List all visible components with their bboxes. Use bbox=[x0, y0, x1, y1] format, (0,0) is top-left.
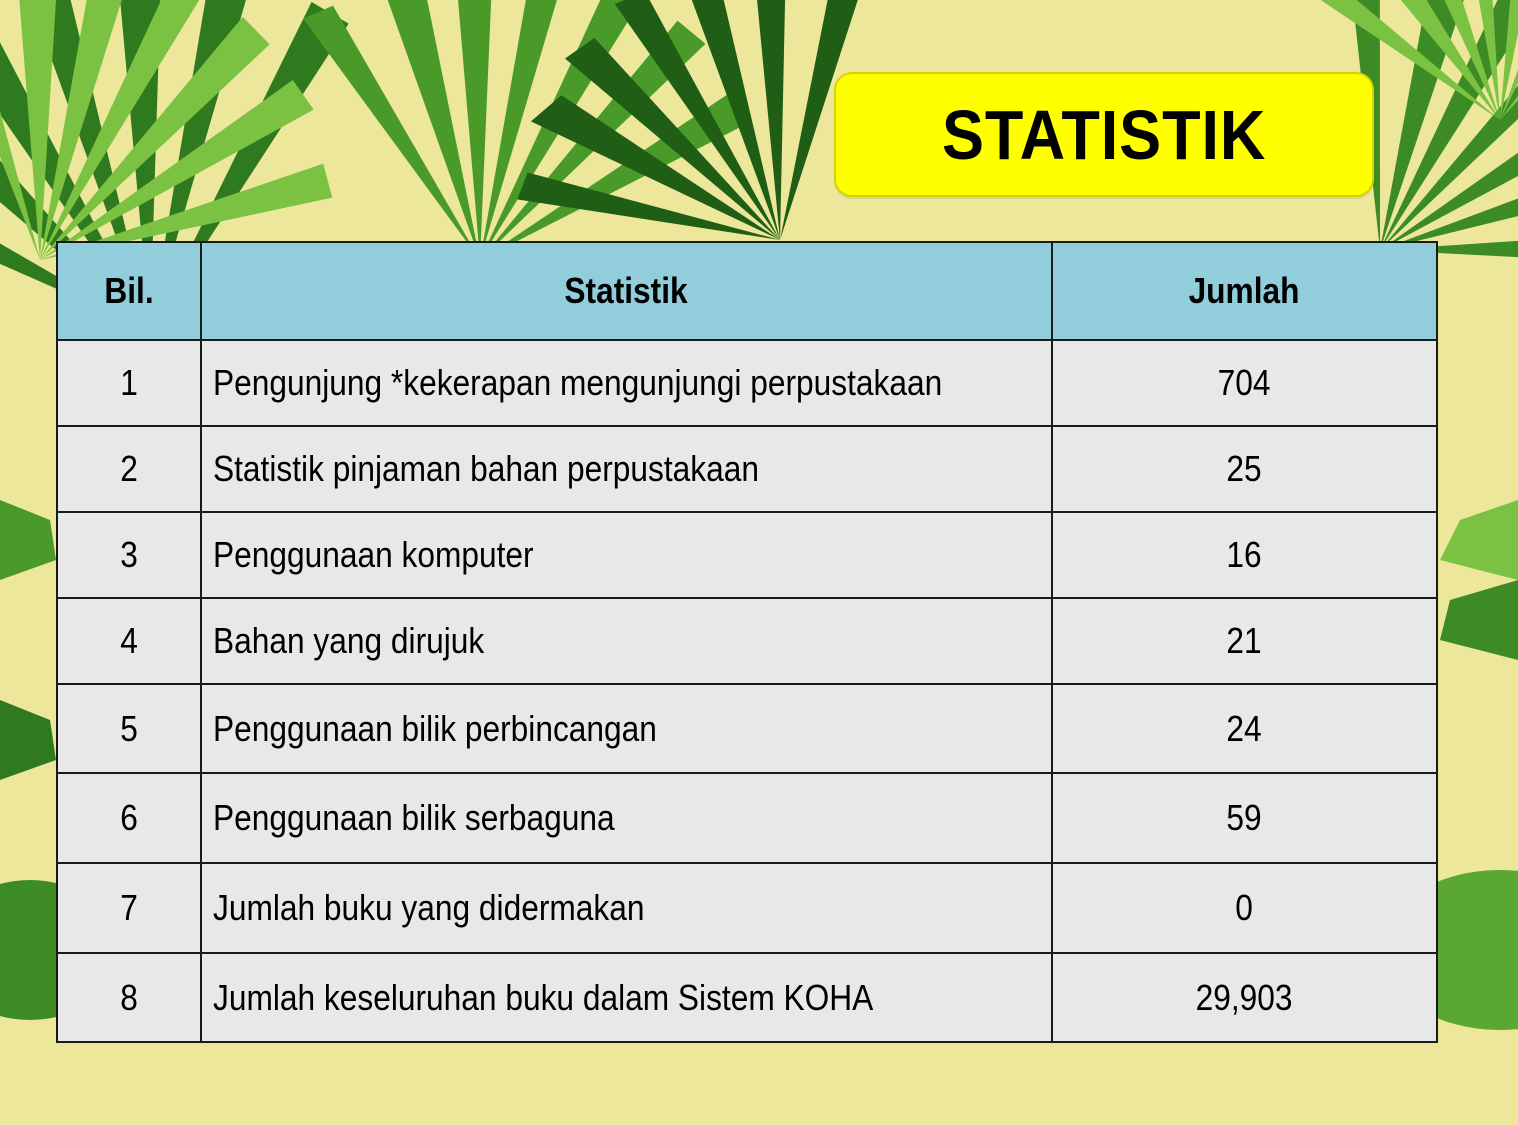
row-statistic: Penggunaan bilik serbaguna bbox=[201, 773, 1052, 863]
row-statistic: Bahan yang dirujuk bbox=[201, 598, 1052, 684]
row-number: 2 bbox=[57, 426, 201, 512]
row-number: 5 bbox=[57, 684, 201, 773]
row-amount: 704 bbox=[1052, 340, 1437, 426]
row-amount: 0 bbox=[1052, 863, 1437, 953]
table-row bbox=[57, 512, 1437, 598]
row-number: 7 bbox=[57, 863, 201, 953]
page-title: STATISTIK bbox=[941, 95, 1267, 174]
table-row bbox=[57, 684, 1437, 773]
row-number: 1 bbox=[57, 340, 201, 426]
row-amount: 16 bbox=[1052, 512, 1437, 598]
row-amount: 24 bbox=[1052, 684, 1437, 773]
row-statistic: Penggunaan komputer bbox=[201, 512, 1052, 598]
row-number: 6 bbox=[57, 773, 201, 863]
row-amount: 29,903 bbox=[1052, 953, 1437, 1042]
row-statistic: Statistik pinjaman bahan perpustakaan bbox=[201, 426, 1052, 512]
title-banner bbox=[834, 72, 1374, 197]
table-row bbox=[57, 340, 1437, 426]
table-row bbox=[57, 773, 1437, 863]
table-header-row bbox=[57, 242, 1437, 340]
row-number: 3 bbox=[57, 512, 201, 598]
row-number: 4 bbox=[57, 598, 201, 684]
row-statistic: Pengunjung *kekerapan mengunjungi perpustakaan bbox=[201, 340, 1052, 426]
row-amount: 25 bbox=[1052, 426, 1437, 512]
row-statistic: Penggunaan bilik perbincangan bbox=[201, 684, 1052, 773]
row-number: 8 bbox=[57, 953, 201, 1042]
statistics-table bbox=[56, 241, 1438, 1043]
row-amount: 21 bbox=[1052, 598, 1437, 684]
table-row bbox=[57, 426, 1437, 512]
header-statistik: Statistik bbox=[201, 242, 1052, 340]
row-amount: 59 bbox=[1052, 773, 1437, 863]
header-jumlah: Jumlah bbox=[1052, 242, 1437, 340]
table-row bbox=[57, 863, 1437, 953]
header-bil: Bil. bbox=[57, 242, 201, 340]
row-statistic: Jumlah keseluruhan buku dalam Sistem KOHA bbox=[201, 953, 1052, 1042]
table-row bbox=[57, 953, 1437, 1042]
table-row bbox=[57, 598, 1437, 684]
row-statistic: Jumlah buku yang didermakan bbox=[201, 863, 1052, 953]
